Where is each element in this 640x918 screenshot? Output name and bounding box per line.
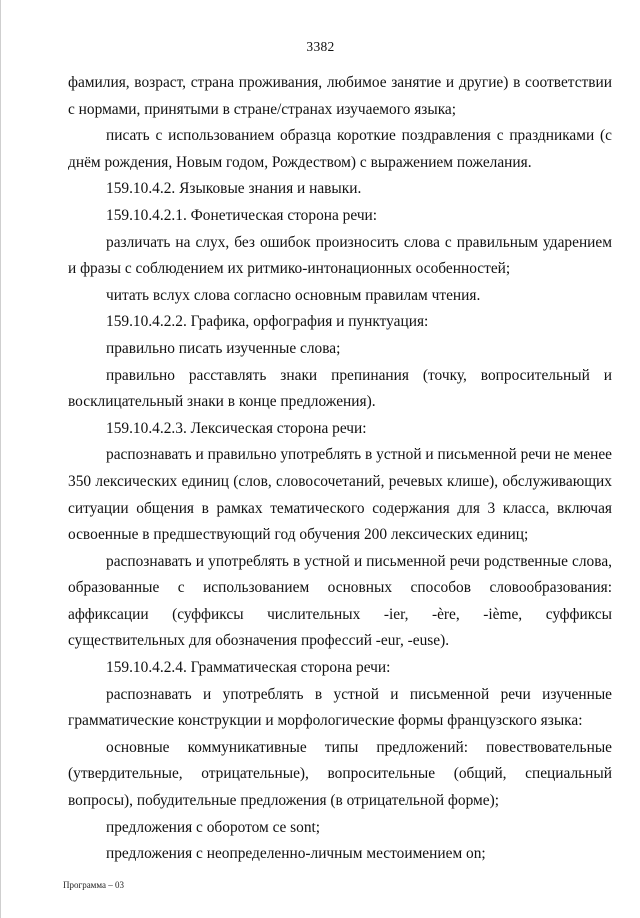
paragraph: писать с использованием образца короткие поздравления с праздниками (с днём рождения, Новым годом, Рождеством) с выражением пожелания.	[68, 127, 612, 171]
document-body	[68, 70, 612, 868]
paragraph: правильно расставлять знаки препинания (точку, вопросительный и восклицательный знаки в конце предложения).	[68, 366, 612, 411]
paragraph: предложения с неопределенно-личным местоимением on;	[106, 845, 486, 863]
section-heading: 159.10.4.2.2. Графика, орфография и пунктуация:	[106, 313, 429, 331]
paragraph: правильно писать изученные слова;	[106, 339, 341, 357]
paragraph: различать на слух, без ошибок произносить слова с правильным ударением и фразы с соблюдением их ритмико-интонационных особенностей;	[68, 233, 612, 278]
paragraph: предложения с оборотом ce sont;	[106, 818, 321, 836]
page-number: 3382	[306, 39, 335, 54]
section-heading: 159.10.4.2. Языковые знания и навыки.	[106, 180, 362, 198]
page-footer: Программа – 03	[63, 880, 125, 890]
paragraph: распознавать и употреблять в устной и письменной речи изученные грамматические конструкции и морфологические формы французского языка:	[68, 685, 612, 730]
paragraph: фамилия, возраст, страна проживания, любимое занятие и другие) в соответствии с нормами, принятыми в стране/странах изучаемого языка;	[68, 74, 612, 118]
section-heading: 159.10.4.2.3. Лексическая сторона речи:	[106, 419, 367, 437]
paragraph: основные коммуникативные типы предложений: повествовательные (утвердительные, отрицательные), вопросительные (общий, специальный вопросы), побудительные предложения (в отрицательной форме);	[68, 738, 612, 810]
section-heading: 159.10.4.2.4. Грамматическая сторона речи:	[106, 659, 391, 677]
paragraph: распознавать и правильно употреблять в устной и письменной речи не менее 350 лексических единиц (слов, словосочетаний, речевых клише), обслуживающих ситуации общения в рамках тематического содержания для 3 класса, включая освоенные в предшествующий год обучения 200 лексических единиц;	[68, 446, 612, 544]
paragraph: распознавать и употреблять в устной и письменной речи родственные слова, образованные с использованием основных способов словообразования: аффиксации (суффиксы числительных -ier, -ère, -ième, суффиксы существительных для обозначения профессий -eur, -euse).	[68, 552, 612, 650]
paragraph: читать вслух слова согласно основным правилам чтения.	[106, 286, 481, 304]
section-heading: 159.10.4.2.1. Фонетическая сторона речи:	[106, 206, 378, 224]
